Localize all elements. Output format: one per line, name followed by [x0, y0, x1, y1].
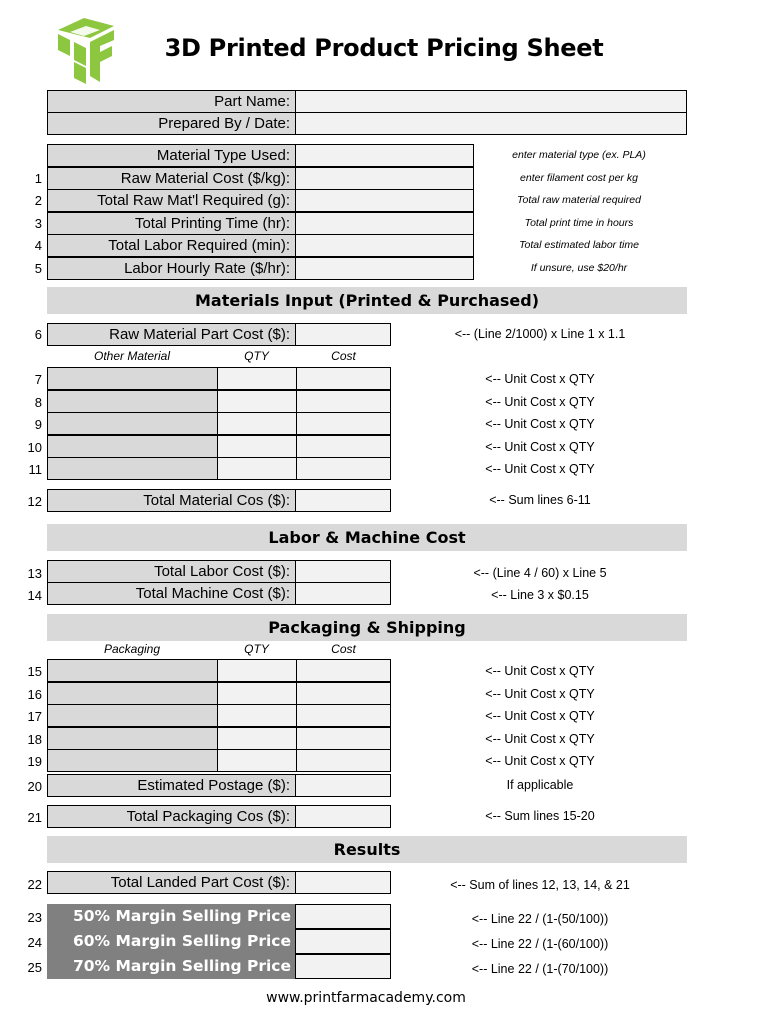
results-section-header: Results — [47, 836, 687, 863]
total-raw-material-label: Total Raw Mat'l Required (g): — [47, 189, 296, 212]
raw-material-part-cost-field[interactable] — [295, 323, 391, 346]
item-name-field[interactable] — [47, 435, 218, 458]
labor-hourly-rate-label: Labor Hourly Rate ($/hr): — [47, 257, 296, 280]
item-name-field[interactable] — [47, 727, 218, 750]
item-qty-field[interactable] — [217, 457, 297, 480]
line-note: <-- Sum lines 15-20 — [485, 809, 595, 823]
item-cost-field[interactable] — [296, 727, 391, 750]
line-number: 6 — [34, 327, 42, 342]
packaging-section-header: Packaging & Shipping — [47, 614, 687, 641]
line-number: 11 — [28, 462, 42, 477]
line-number: 24 — [27, 935, 42, 950]
line-note: <-- Unit Cost x QTY — [485, 462, 595, 476]
materials-section-header: Materials Input (Printed & Purchased) — [47, 287, 687, 314]
line-note: <-- Sum lines 6-11 — [489, 493, 591, 507]
raw-material-part-cost-label: Raw Material Part Cost ($): — [47, 323, 296, 346]
item-qty-field[interactable] — [217, 390, 297, 413]
input-hint: Total print time in hours — [524, 216, 634, 229]
raw-material-cost-label: Raw Material Cost ($/kg): — [47, 167, 296, 190]
line-number: 13 — [27, 566, 42, 581]
line-note: <-- (Line 4 / 60) x Line 5 — [473, 566, 607, 580]
line-number: 23 — [27, 910, 42, 925]
line-number: 10 — [27, 439, 42, 455]
item-cost-field[interactable] — [296, 749, 391, 772]
margin-selling-price-field[interactable] — [295, 954, 391, 979]
total-material-cost-label: Total Material Cos ($): — [47, 489, 296, 512]
col-header-material: Other Material — [93, 349, 171, 363]
item-name-field[interactable] — [47, 367, 218, 390]
labor-section-header: Labor & Machine Cost — [47, 524, 687, 551]
line-number: 21 — [27, 810, 42, 825]
line-note: <-- Unit Cost x QTY — [485, 417, 595, 431]
item-name-field[interactable] — [47, 682, 218, 705]
input-hint: Total estimated labor time — [519, 239, 639, 251]
item-cost-field[interactable] — [296, 412, 391, 435]
item-name-field[interactable] — [47, 659, 218, 682]
line-number: 14 — [27, 588, 42, 603]
total-packaging-cost-field[interactable] — [295, 805, 391, 828]
item-qty-field[interactable] — [217, 682, 297, 705]
margin-selling-price-label: 70% Margin Selling Price — [47, 954, 296, 979]
item-qty-field[interactable] — [217, 412, 297, 435]
item-cost-field[interactable] — [296, 435, 391, 458]
item-name-field[interactable] — [47, 412, 218, 435]
line-note: <-- Unit Cost x QTY — [485, 372, 595, 386]
input-hint: enter filament cost per kg — [520, 171, 638, 184]
prepared-by-label: Prepared By / Date: — [47, 112, 296, 135]
item-qty-field[interactable] — [217, 435, 297, 458]
raw-material-cost-field[interactable] — [295, 167, 474, 190]
line-number: 12 — [27, 494, 42, 509]
input-hint: If unsure, use $20/hr — [530, 261, 628, 274]
input-hint: Total raw material required — [517, 194, 641, 206]
item-name-field[interactable] — [47, 390, 218, 413]
item-cost-field[interactable] — [296, 704, 391, 727]
item-name-field[interactable] — [47, 704, 218, 727]
line-note: <-- Line 22 / (1-(70/100)) — [471, 962, 609, 976]
total-labor-required-label: Total Labor Required (min): — [47, 234, 296, 257]
line-number: 19 — [27, 754, 42, 769]
line-number: 16 — [27, 686, 42, 702]
total-raw-material-field[interactable] — [295, 189, 474, 212]
prepared-by-field[interactable] — [295, 112, 687, 135]
estimated-postage-label: Estimated Postage ($): — [47, 774, 296, 797]
line-number: 3 — [34, 215, 42, 231]
line-note: <-- Line 22 / (1-(60/100)) — [471, 937, 609, 951]
part-name-label: Part Name: — [47, 90, 296, 113]
line-number: 25 — [27, 960, 42, 975]
page-title: 3D Printed Product Pricing Sheet — [164, 34, 604, 62]
line-number: 1 — [34, 170, 42, 186]
line-number: 7 — [34, 372, 42, 387]
line-number: 8 — [34, 394, 42, 410]
estimated-postage-field[interactable] — [295, 774, 391, 797]
line-number: 4 — [34, 238, 42, 253]
line-number: 2 — [34, 193, 42, 208]
line-note: <-- Unit Cost x QTY — [485, 439, 595, 454]
line-number: 17 — [27, 709, 42, 724]
col-header-cost: Cost — [331, 642, 356, 656]
total-printing-time-field[interactable] — [295, 212, 474, 235]
line-note: If applicable — [506, 778, 574, 792]
line-number: 9 — [34, 417, 42, 432]
line-note: <-- Unit Cost x QTY — [485, 731, 595, 746]
total-printing-time-label: Total Printing Time (hr): — [47, 212, 296, 235]
col-header-packaging: Packaging — [103, 642, 161, 656]
item-cost-field[interactable] — [296, 457, 391, 480]
input-hint: enter material type (ex. PLA) — [512, 149, 646, 161]
line-note: <-- Unit Cost x QTY — [485, 394, 595, 409]
line-note: <-- Line 3 x $0.15 — [491, 588, 589, 602]
line-note: <-- Unit Cost x QTY — [485, 709, 595, 723]
labor-hourly-rate-field[interactable] — [295, 257, 474, 280]
footer-url: www.printfarmacademy.com — [266, 990, 466, 1006]
col-header-qty: QTY — [244, 642, 269, 656]
total-labor-required-field[interactable] — [295, 234, 474, 257]
total-landed-cost-label: Total Landed Part Cost ($): — [47, 871, 296, 894]
total-labor-cost-field[interactable] — [295, 560, 391, 583]
item-qty-field[interactable] — [217, 727, 297, 750]
line-note: <-- Sum of lines 12, 13, 14, & 21 — [450, 878, 630, 892]
line-number: 22 — [27, 877, 42, 892]
margin-selling-price-field[interactable] — [295, 904, 391, 929]
total-machine-cost-field[interactable] — [295, 582, 391, 605]
total-labor-cost-label: Total Labor Cost ($): — [47, 560, 296, 583]
line-note: <-- (Line 2/1000) x Line 1 x 1.1 — [454, 327, 626, 341]
total-packaging-cost-label: Total Packaging Cos ($): — [47, 805, 296, 828]
col-header-qty: QTY — [244, 349, 269, 363]
item-name-field[interactable] — [47, 457, 218, 480]
item-cost-field[interactable] — [296, 367, 391, 390]
line-number: 20 — [27, 779, 42, 794]
line-number: 18 — [27, 731, 42, 747]
item-qty-field[interactable] — [217, 704, 297, 727]
line-number: 5 — [34, 260, 42, 276]
item-qty-field[interactable] — [217, 749, 297, 772]
total-material-cost-field[interactable] — [295, 489, 391, 512]
line-number: 15 — [27, 664, 42, 679]
part-name-field[interactable] — [295, 90, 687, 113]
line-note: <-- Unit Cost x QTY — [485, 664, 595, 678]
line-note: <-- Unit Cost x QTY — [485, 754, 595, 768]
margin-selling-price-field[interactable] — [295, 929, 391, 954]
item-qty-field[interactable] — [217, 367, 297, 390]
item-cost-field[interactable] — [296, 390, 391, 413]
total-machine-cost-label: Total Machine Cost ($): — [47, 582, 296, 605]
line-note: <-- Unit Cost x QTY — [485, 686, 595, 701]
line-note: <-- Line 22 / (1-(50/100)) — [471, 912, 609, 926]
material-type-label: Material Type Used: — [47, 144, 296, 167]
item-qty-field[interactable] — [217, 659, 297, 682]
item-name-field[interactable] — [47, 749, 218, 772]
material-type-field[interactable] — [295, 144, 474, 167]
total-landed-cost-field[interactable] — [295, 871, 391, 894]
item-cost-field[interactable] — [296, 682, 391, 705]
margin-selling-price-label: 60% Margin Selling Price — [47, 929, 296, 954]
margin-selling-price-label: 50% Margin Selling Price — [47, 904, 296, 929]
col-header-cost: Cost — [331, 349, 356, 363]
item-cost-field[interactable] — [296, 659, 391, 682]
